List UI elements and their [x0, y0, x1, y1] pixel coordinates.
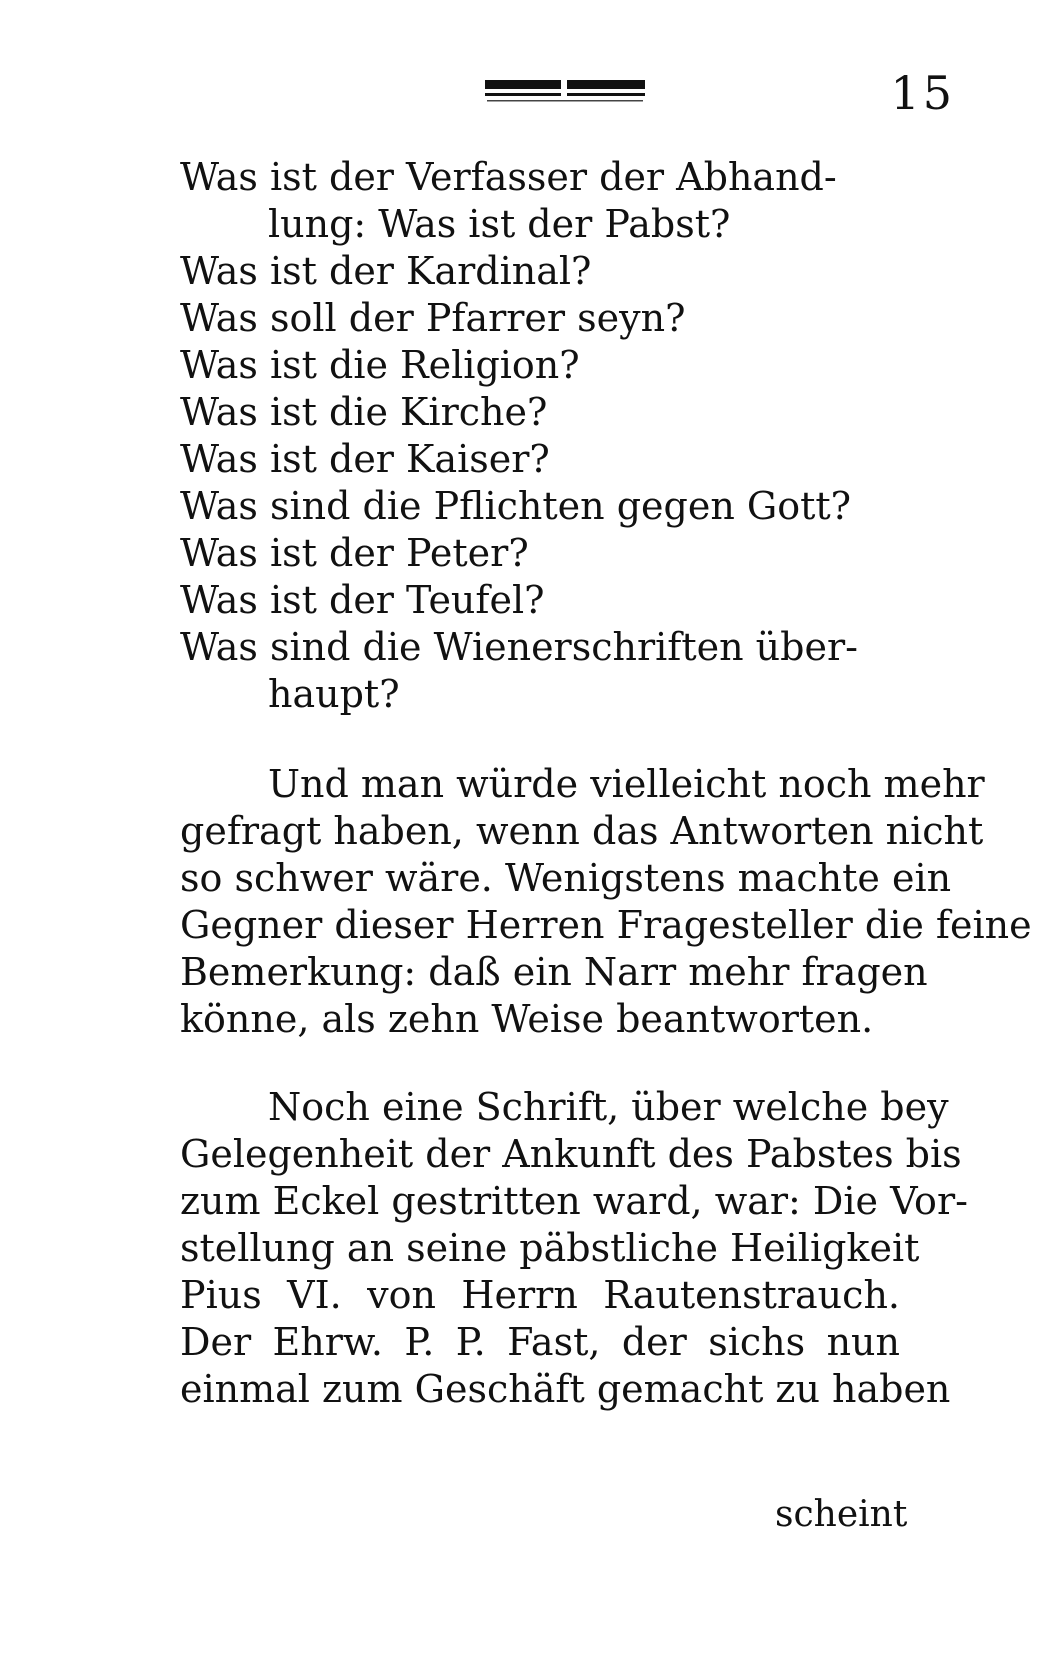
question-line-10: Was ist der Teufel? — [180, 578, 545, 622]
question-line-7: Was ist der Kaiser? — [180, 437, 550, 481]
header-ornament-rule — [485, 78, 645, 106]
paragraph2-line-3: zum Eckel gestritten ward, war: Die Vor- — [180, 1179, 968, 1223]
question-line-3: Was ist der Kardinal? — [180, 249, 592, 293]
question-line-5: Was ist die Religion? — [180, 343, 580, 387]
question-line-4: Was soll der Pfarrer seyn? — [180, 296, 686, 340]
paragraph2-line-1: Noch eine Schrift, über welche bey — [268, 1085, 949, 1129]
paragraph1-line-5: Bemerkung: daß ein Narr mehr fragen — [180, 950, 928, 994]
paragraph1-line-4: Gegner dieser Herren Fragesteller die feine — [180, 903, 1032, 947]
question-line-8: Was sind die Pflichten gegen Gott? — [180, 484, 852, 528]
question-line-6: Was ist die Kirche? — [180, 390, 548, 434]
paragraph2-line-5: Pius VI. von Herrn Rautenstrauch. — [180, 1273, 900, 1317]
question-line-1: Was ist der Verfasser der Abhand- — [180, 155, 837, 199]
paragraph1-line-2: gefragt haben, wenn das Antworten nicht — [180, 809, 984, 853]
paragraph1-line-6: könne, als zehn Weise beantworten. — [180, 997, 874, 1041]
paragraph2-line-6: Der Ehrw. P. P. Fast, der sichs nun — [180, 1320, 900, 1364]
question-line-11: Was sind die Wienerschriften über- — [180, 625, 858, 669]
page-number: 15 — [890, 66, 955, 120]
paragraph1-line-3: so schwer wäre. Wenigstens machte ein — [180, 856, 952, 900]
catchword: scheint — [775, 1494, 908, 1535]
question-line-12: haupt? — [268, 672, 400, 716]
paragraph2-line-2: Gelegenheit der Ankunft des Pabstes bis — [180, 1132, 962, 1176]
paragraph2-line-7: einmal zum Geschäft gemacht zu haben — [180, 1367, 951, 1411]
paragraph2-line-4: stellung an seine päbstliche Heiligkeit — [180, 1226, 920, 1270]
question-line-2: lung: Was ist der Pabst? — [268, 202, 731, 246]
paragraph1-line-1: Und man würde vielleicht noch mehr — [268, 762, 985, 806]
question-line-9: Was ist der Peter? — [180, 531, 529, 575]
